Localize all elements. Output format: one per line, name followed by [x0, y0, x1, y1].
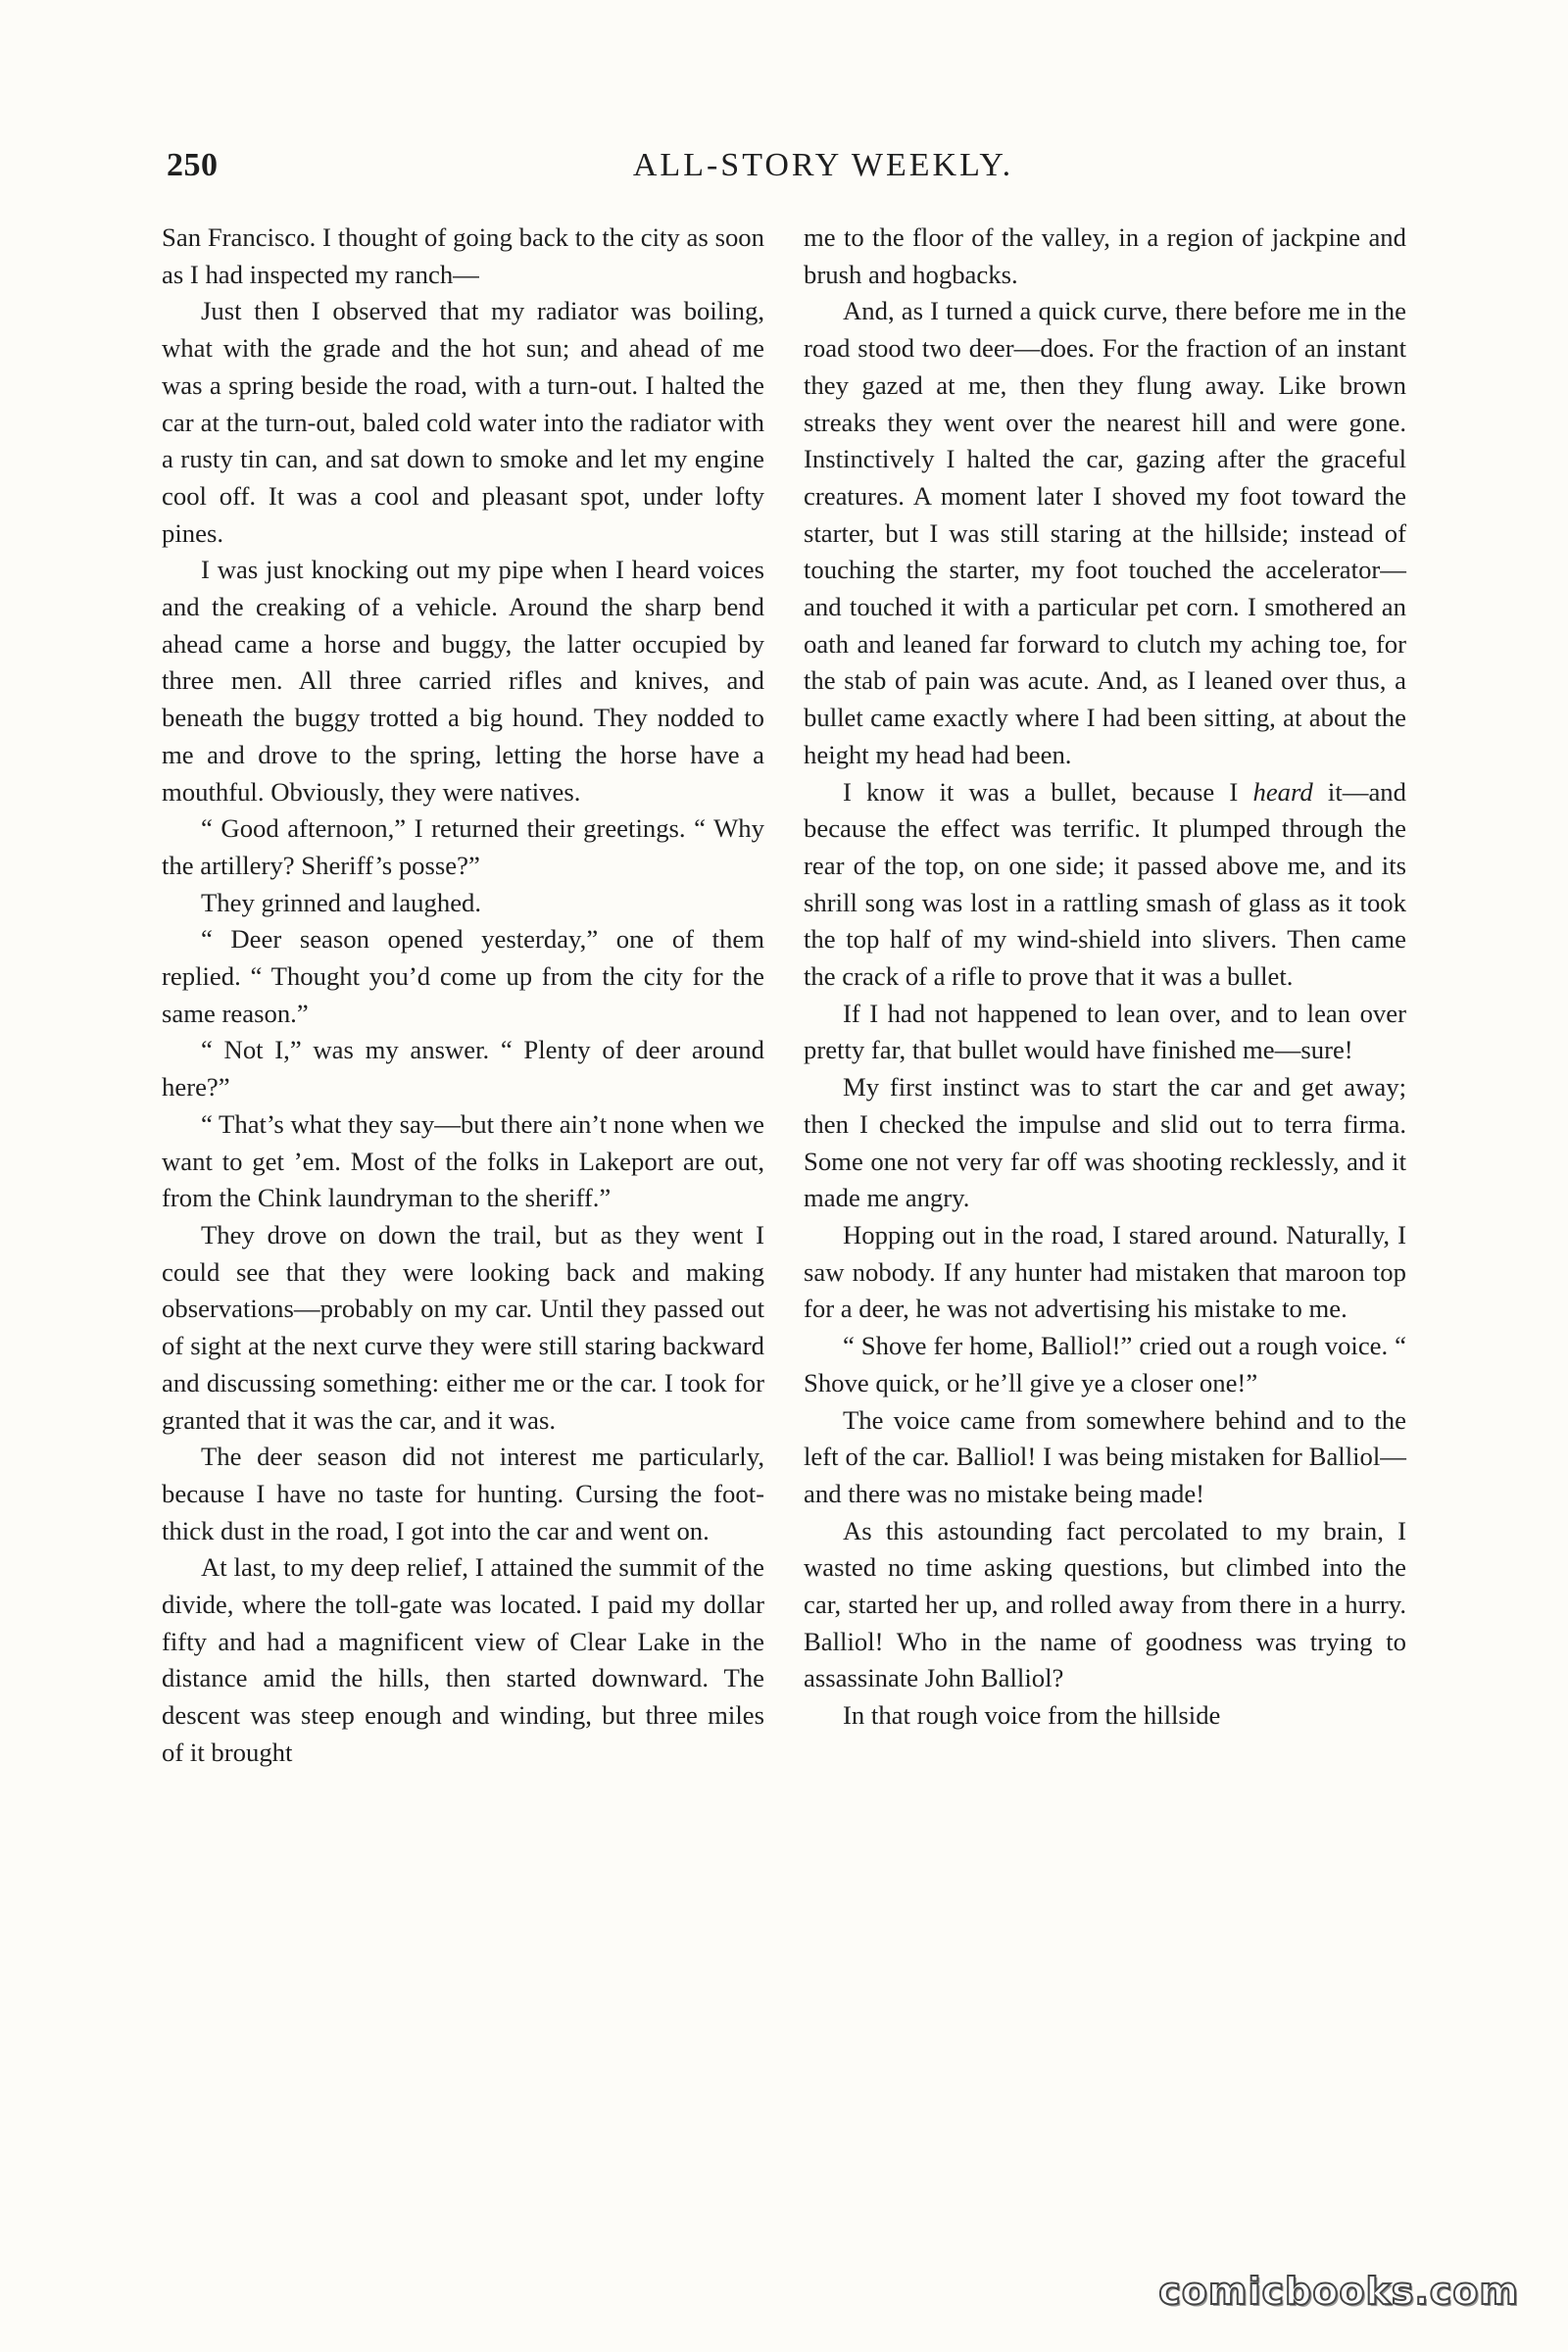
emphasis-heard: heard: [1252, 776, 1313, 807]
paragraph: “ Good afternoon,” I returned their greetings. “ Why the artillery? Sheriff’s posse?”: [162, 813, 764, 880]
text-run: it—and because the effect was terrific. It plumped through the rear of the top, on one side; it passed above me, and its shrill song was lost in a rattling smash of glass as it took the top half of my wind-shield into slivers. Then came the crack of a rifle to prove that it was a bullet.: [804, 776, 1406, 992]
paragraph: San Francisco. I thought of going back to the city as soon as I had inspected my ranch—: [162, 222, 764, 289]
paragraph: They grinned and laughed.: [201, 887, 482, 917]
paragraph: If I had not happened to lean over, and to lean over pretty far, that bullet would have finished me—sure!: [804, 998, 1406, 1065]
paragraph: “ Deer season opened yesterday,” one of them replied. “ Thought you’d come up from the city for the same reason.”: [162, 924, 764, 1028]
paragraph-heard: [804, 774, 1406, 996]
left-column: [162, 220, 764, 1772]
paragraph: They drove on down the trail, but as they went I could see that they were looking back and making observations—probably on my car. Until they passed out of sight at the next curve they were still staring backward and discussing something: either me or the car. I took for granted that it was the car, and it was.: [162, 1219, 764, 1435]
paragraph: The voice came from somewhere behind and to the left of the car. Balliol! I was being mistaken for Balliol—and there was no mistake being made!: [804, 1404, 1406, 1508]
paragraph: “ Not I,” was my answer. “ Plenty of deer around here?”: [162, 1035, 764, 1102]
paragraph: The deer season did not interest me particularly, because I have no taste for hunting. Cursing the foot-thick dust in the road, I got into the car and went on.: [162, 1442, 764, 1545]
running-head: ALL-STORY WEEKLY.: [632, 147, 1014, 183]
paragraph: Just then I observed that my radiator was boiling, what with the grade and the hot sun; and ahead of me was a spring beside the road, with a turn-out. I halted the car at the turn-out, baled cold water into the radiator with a rusty tin can, and sat down to smoke and let my engine cool off. It was a cool and pleasant spot, under lofty pines.: [162, 296, 764, 548]
paragraph: “ Shove fer home, Balliol!” cried out a rough voice. “ Shove quick, or he’ll give ye a closer one!”: [804, 1331, 1406, 1397]
paragraph: me to the floor of the valley, in a region of jackpine and brush and hogbacks.: [804, 222, 1406, 289]
paragraph: I was just knocking out my pipe when I heard voices and the creaking of a vehicle. Around the sharp bend ahead came a horse and buggy, the latter occupied by three men. All three carried rifles and knives, and beneath the buggy trotted a big hound. They nodded to me and drove to the spring, letting the horse have a mouthful. Obviously, they were natives.: [162, 555, 764, 807]
right-column: [804, 220, 1406, 1735]
paragraph: “ That’s what they say—but there ain’t none when we want to get ’em. Most of the folks in Lakeport are out, from the Chink laundryman to the sheriff.”: [162, 1108, 764, 1213]
paragraph: As this astounding fact percolated to my brain, I wasted no time asking questions, but climbed into the car, started her up, and rolled away from there in a hurry. Balliol! Who in the name of goodness was trying to assassinate John Balliol?: [804, 1515, 1406, 1693]
paragraph: My first instinct was to start the car and get away; then I checked the impulse and slid out to terra firma. Some one not very far off was shooting recklessly, and it made me angry.: [804, 1072, 1406, 1213]
watermark-logo: comicbooks.com: [1158, 2270, 1519, 2313]
paragraph: Hopping out in the road, I stared around. Naturally, I saw nobody. If any hunter had mistaken that maroon top for a deer, he was not advertising his mistake to me.: [804, 1219, 1406, 1324]
page-number: 250: [167, 147, 219, 183]
paragraph: At last, to my deep relief, I attained the summit of the divide, where the toll-gate was located. I paid my dollar fifty and had a magnificent view of Clear Lake in the distance amid the hills, then started downward. The descent was steep enough and winding, but three miles of it brought: [162, 1552, 764, 1767]
paragraph: And, as I turned a quick curve, there before me in the road stood two deer—does. For the fraction of an instant they gazed at me, then they flung away. Like brown streaks they went over the nearest hill and were gone. Instinctively I halted the car, gazing after the graceful creatures. A moment later I shoved my foot toward the starter, but I was still staring at the hillside; instead of touching the starter, my foot touched the accelerator—and touched it with a particular pet corn. I smothered an oath and leaned far forward to clutch my aching toe, for the stab of pain was acute. And, as I leaned over thus, a bullet came exactly where I had been sitting, at about the height my head had been.: [804, 296, 1406, 769]
paragraph: In that rough voice from the hillside: [843, 1700, 1221, 1731]
text-run: I know it was a bullet, because I: [843, 776, 1253, 807]
